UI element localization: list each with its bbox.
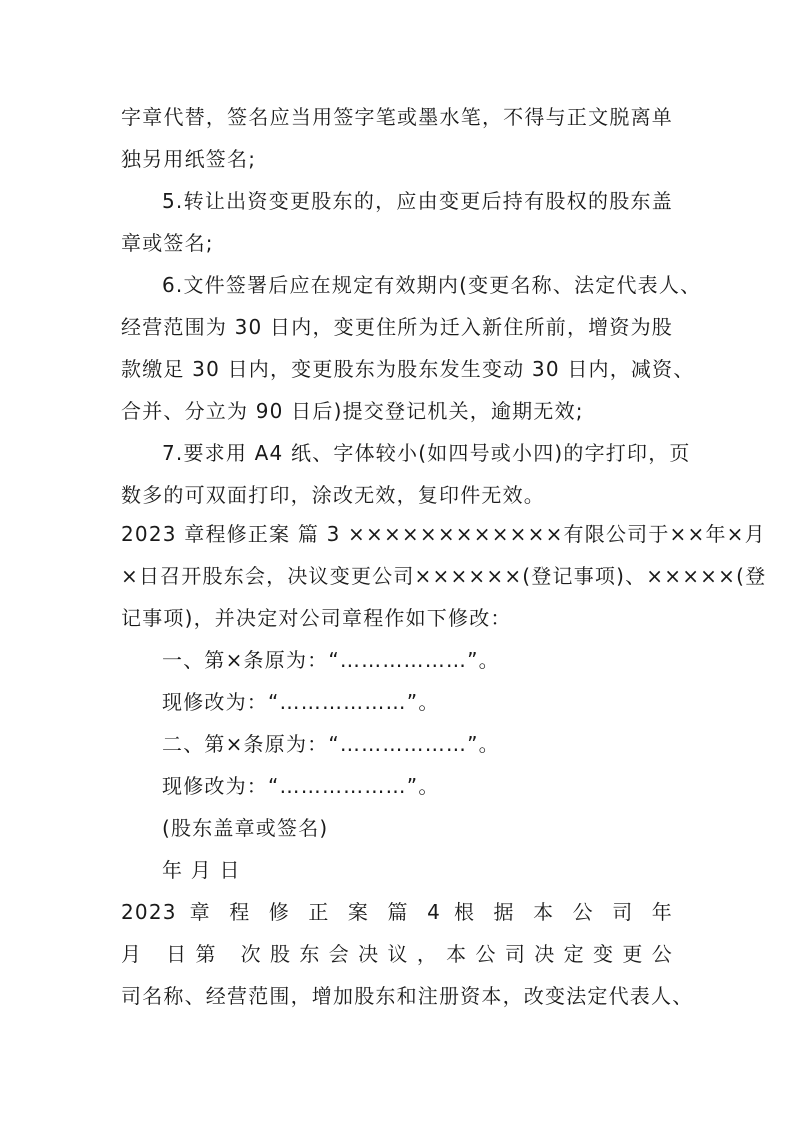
- text-line: 现修改为：“………………”。: [162, 774, 440, 798]
- text-line: 月 日第 次股东会决议，本公司决定变更公: [121, 942, 673, 966]
- section-heading-line: 2023 章程修正案 篇 3 ××××××××××××有限公司于××年×月: [121, 522, 766, 546]
- text-line: 一、第×条原为：“………………”。: [162, 648, 500, 672]
- text-line: 数多的可双面打印，涂改无效，复印件无效。: [121, 483, 545, 507]
- text-line: 二、第×条原为：“………………”。: [162, 732, 500, 756]
- signature-line: (股东盖章或签名): [162, 816, 329, 840]
- text-line: 7.要求用 A4 纸、字体较小(如四号或小四)的字打印，页: [162, 441, 691, 465]
- text-line: 5.转让出资变更股东的，应由变更后持有股权的股东盖: [162, 189, 673, 213]
- text-line: 款缴足 30 日内，变更股东为股东发生变动 30 日内，减资、: [121, 357, 695, 381]
- text-line: 现修改为：“………………”。: [162, 690, 440, 714]
- section-heading-line: 2023 章 程 修 正 案 篇 4 根 据 本 公 司 年: [121, 900, 673, 924]
- text-line: 章或签名;: [121, 231, 214, 255]
- text-line: ×日召开股东会，决议变更公司××××××(登记事项)、×××××(登: [121, 564, 767, 588]
- text-line: 记事项)，并决定对公司章程作如下修改：: [121, 606, 512, 630]
- text-line: 司名称、经营范围，增加股东和注册资本，改变法定代表人、: [121, 984, 694, 1008]
- text-line: 独另用纸签名;: [121, 147, 257, 171]
- text-line: 字章代替，签名应当用签字笔或墨水笔，不得与正文脱离单: [121, 105, 673, 129]
- date-line: 年 月 日: [162, 858, 241, 882]
- text-line: 经营范围为 30 日内，变更住所为迁入新住所前，增资为股: [121, 315, 673, 339]
- text-line: 6.文件签署后应在规定有效期内(变更名称、法定代表人、: [162, 273, 702, 297]
- text-line: 合并、分立为 90 日后)提交登记机关，逾期无效;: [121, 399, 584, 423]
